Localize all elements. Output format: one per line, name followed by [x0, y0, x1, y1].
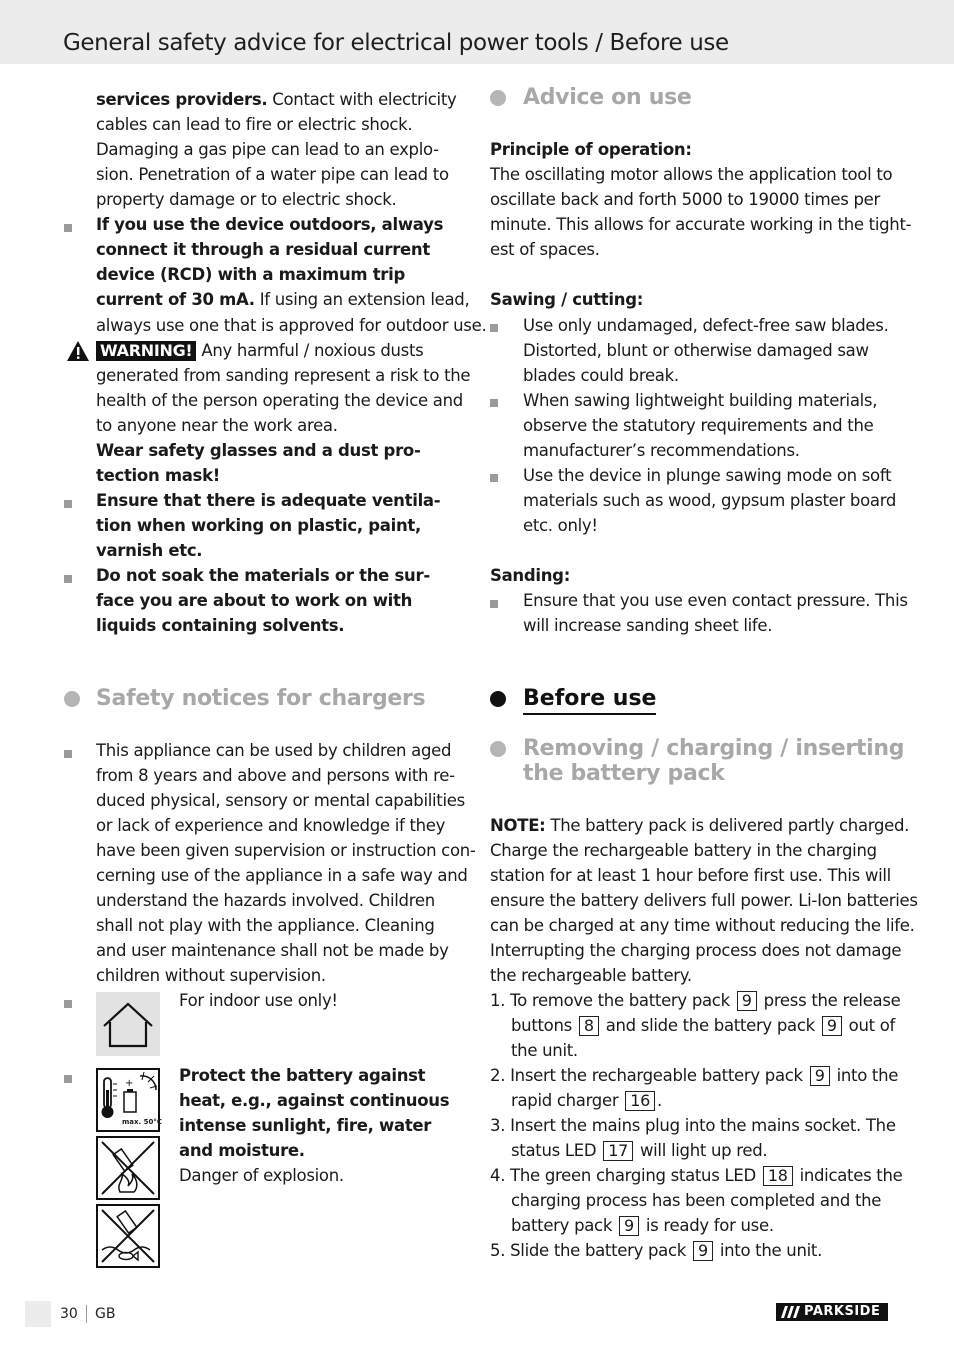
text-line: This appliance can be used by children aged — [96, 741, 452, 760]
text-line: Damaging a gas pipe can lead to an explo- — [96, 140, 439, 159]
text-line: The oscillating motor allows the application tool to — [490, 165, 893, 184]
list-item-line: Use the device in plunge sawing mode on soft — [523, 466, 892, 485]
section-dot-icon — [490, 741, 506, 757]
brand-logo: PARKSIDE — [776, 1303, 888, 1321]
text-line: Do not soak the materials or the sur- — [96, 566, 430, 585]
text-line: services providers. Contact with electricity — [96, 90, 457, 109]
text-line: from 8 years and above and persons with re- — [96, 766, 455, 785]
bullet-icon — [64, 575, 72, 583]
subheading: Sanding: — [490, 566, 570, 585]
brand-stripes-icon — [780, 1303, 802, 1321]
text-line: or lack of experience and knowledge if they — [96, 816, 446, 835]
step-2: 2. Insert the rechargeable battery pack 9 into the — [490, 1066, 899, 1085]
bullet-icon — [64, 224, 72, 232]
text-line: Charge the rechargeable battery in the charging — [490, 841, 877, 860]
text-line: NOTE: The battery pack is delivered partly charged. — [490, 816, 910, 835]
bullet-icon — [64, 1075, 72, 1083]
text-line: generated from sanding represent a risk to the — [96, 366, 471, 385]
section-dot-icon — [64, 691, 80, 707]
step-1-cont: buttons 8 and slide the battery pack 9 out of — [511, 1016, 896, 1035]
step-4: 4. The green charging status LED 18 indicates the — [490, 1166, 903, 1185]
bullet-icon — [64, 1000, 72, 1008]
text-line: liquids containing solvents. — [96, 616, 345, 635]
bullet-icon — [490, 474, 498, 482]
house-icon — [96, 992, 160, 1056]
text-line: heat, e.g., against continuous — [179, 1091, 450, 1110]
text-line: Protect the battery against — [179, 1066, 426, 1085]
text-line: est of spaces. — [490, 240, 600, 259]
footer-marker — [25, 1301, 51, 1327]
text-line: Ensure that there is adequate ventila- — [96, 491, 441, 510]
text-line: tion when working on plastic, paint, — [96, 516, 421, 535]
text-line: health of the person operating the device and — [96, 391, 463, 410]
page-title: General safety advice for electrical power tools / Before use — [63, 30, 729, 56]
text-line: minute. This allows for accurate working in the tight- — [490, 215, 912, 234]
text-line: to anyone near the work area. — [96, 416, 338, 435]
list-item-line: will increase sanding sheet life. — [523, 616, 773, 635]
subsection-heading: Removing / charging / inserting — [523, 736, 905, 761]
list-item-line: Ensure that you use even contact pressure. This — [523, 591, 908, 610]
section-dot-icon — [490, 90, 506, 106]
text-line: shall not play with the appliance. Cleaning — [96, 916, 435, 935]
step-3-cont: status LED 17 will light up red. — [511, 1141, 768, 1160]
section-heading: Safety notices for chargers — [96, 686, 426, 711]
text-line: ensure the battery delivers full power. Li-Ion batteries — [490, 891, 918, 910]
text-line: sion. Penetration of a water pipe can lead to — [96, 165, 449, 184]
text-line: WARNING! Any harmful / noxious dusts — [96, 338, 423, 363]
step-2-cont: rapid charger 16 . — [511, 1091, 662, 1110]
text-line: understand the hazards involved. Children — [96, 891, 435, 910]
text-line: cerning use of the appliance in a safe way and — [96, 866, 468, 885]
step-1: 1. To remove the battery pack 9 press the release — [490, 991, 901, 1010]
text-line: and user maintenance shall not be made by — [96, 941, 449, 960]
section-dot-icon — [490, 691, 506, 707]
temperature-label: max. 50°C — [122, 1118, 163, 1126]
list-item-line: When sawing lightweight building materials, — [523, 391, 878, 410]
step-4-cont: charging process has been completed and the — [511, 1191, 882, 1210]
bullet-icon — [490, 600, 498, 608]
bullet-icon — [64, 500, 72, 508]
footer-divider — [86, 1305, 87, 1323]
list-item-line: materials such as wood, gypsum plaster board — [523, 491, 897, 510]
list-item-line: manufacturer’s recommendations. — [523, 441, 800, 460]
step-5: 5. Slide the battery pack 9 into the unit. — [490, 1241, 823, 1260]
text-line: Wear safety glasses and a dust pro- — [96, 441, 421, 460]
section-heading-before-use: Before use — [523, 686, 656, 715]
text-line: oscillate back and forth 5000 to 19000 times per — [490, 190, 881, 209]
text-line: connect it through a residual current — [96, 240, 430, 259]
subheading: Principle of operation: — [490, 140, 692, 159]
section-heading: Advice on use — [523, 85, 692, 110]
text-line: cables can lead to fire or electric shock. — [96, 115, 413, 134]
text-line: have been given supervision or instruction con- — [96, 841, 476, 860]
warning-triangle-icon — [66, 340, 90, 366]
text-line: always use one that is approved for outdoor use. — [96, 316, 487, 335]
text-line: Interrupting the charging process does not damage — [490, 941, 902, 960]
no-fire-icon — [96, 1136, 160, 1200]
text-line: duced physical, sensory or mental capabilities — [96, 791, 465, 810]
no-water-icon — [96, 1204, 160, 1268]
bullet-icon — [64, 750, 72, 758]
svg-text:+: + — [125, 1078, 134, 1089]
text-line: children without supervision. — [96, 966, 326, 985]
subsection-heading: the battery pack — [523, 761, 725, 786]
bullet-icon — [490, 399, 498, 407]
text-line: intense sunlight, fire, water — [179, 1116, 432, 1135]
text-line: and moisture. — [179, 1141, 305, 1160]
text-line: property damage or to electric shock. — [96, 190, 397, 209]
temperature-icon — [96, 1068, 163, 1132]
warning-label: WARNING! — [96, 341, 196, 361]
list-item-line: Distorted, blunt or otherwise damaged saw — [523, 341, 869, 360]
text-line: varnish etc. — [96, 541, 203, 560]
danger-text: Danger of explosion. — [179, 1166, 344, 1185]
text-line: station for at least 1 hour before first use. This will — [490, 866, 891, 885]
text-line: tection mask! — [96, 466, 220, 485]
text-line: If you use the device outdoors, always — [96, 215, 444, 234]
text-line: device (RCD) with a maximum trip — [96, 265, 406, 284]
list-item-line: Use only undamaged, defect-free saw blades. — [523, 316, 889, 335]
bullet-icon — [490, 324, 498, 332]
step-3: 3. Insert the mains plug into the mains socket. The — [490, 1116, 896, 1135]
indoor-use-text: For indoor use only! — [179, 991, 338, 1010]
subheading: Sawing / cutting: — [490, 290, 644, 309]
text-line: can be charged at any time without reducing the life. — [490, 916, 915, 935]
text-line: the rechargeable battery. — [490, 966, 692, 985]
list-item-line: etc. only! — [523, 516, 598, 535]
text-line: current of 30 mA. If using an extension lead, — [96, 290, 470, 309]
page-number: 30 — [60, 1306, 78, 1322]
step-4-cont: battery pack 9 is ready for use. — [511, 1216, 774, 1235]
language-code: GB — [95, 1306, 116, 1322]
list-item-line: observe the statutory requirements and the — [523, 416, 874, 435]
text-line: face you are about to work on with — [96, 591, 413, 610]
list-item-line: blades could break. — [523, 366, 679, 385]
step-1-cont: the unit. — [511, 1041, 578, 1060]
